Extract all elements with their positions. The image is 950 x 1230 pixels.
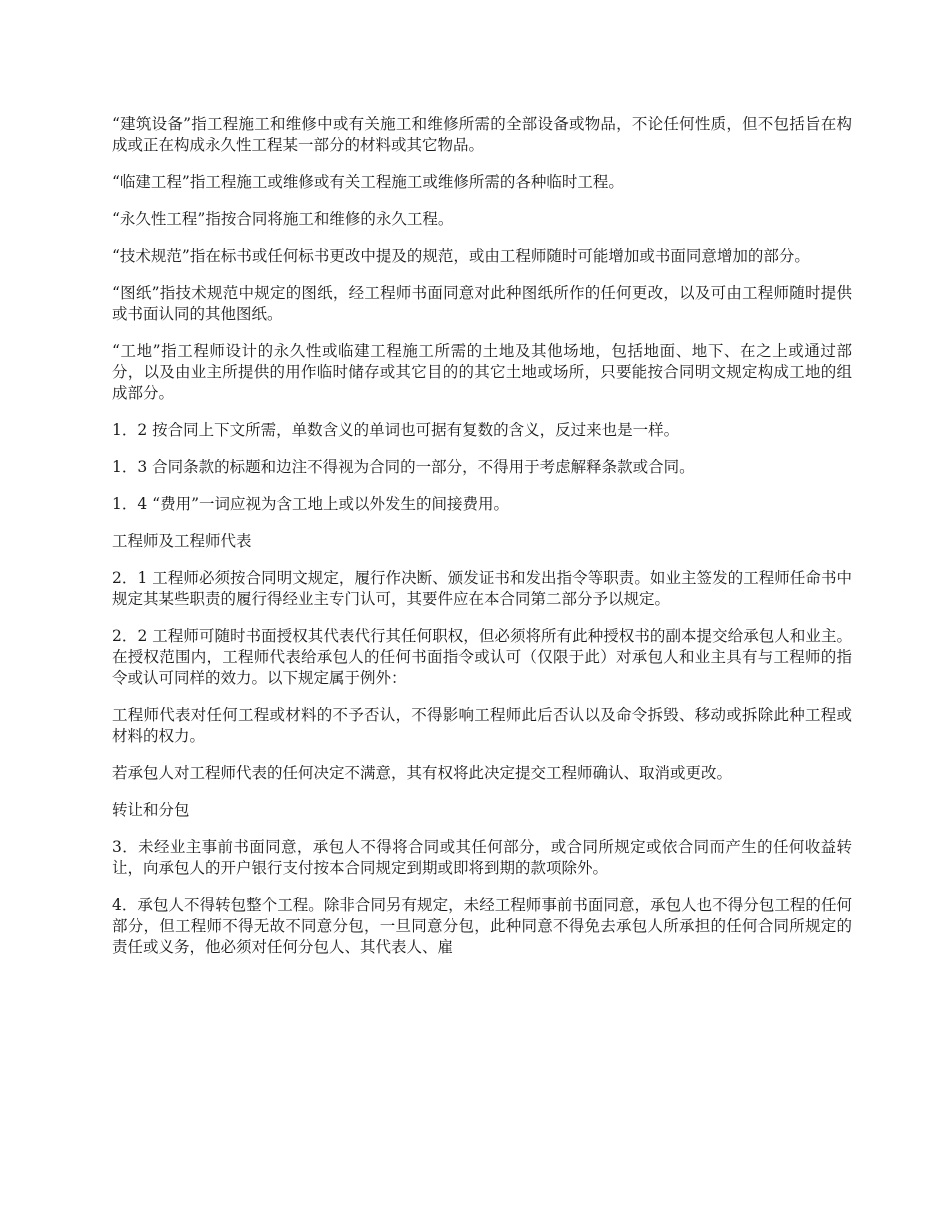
paragraph-drawings: “图纸”指技术规范中规定的图纸，经工程师书面同意对此种图纸所作的任何更改，以及可由工程师随时提供或书面认同的其他图纸。 xyxy=(112,284,852,323)
paragraph-exception-appeal: 若承包人对工程师代表的任何决定不满意，其有权将此决定提交工程师确认、取消或更改。 xyxy=(112,764,733,782)
paragraph-exception-disapproval: 工程师代表对任何工程或材料的不予否认，不得影响工程师此后否认以及命令拆毁、移动或拆除此种工程或材料的权力。 xyxy=(112,706,852,745)
paragraph-site: “工地”指工程师设计的永久性或临建工程施工所需的土地及其他场地，包括地面、地下、在之上或通过部分，以及由业主所提供的用作临时储存或其它目的的其它土地或场所，只要能按合同明文规定构成工地的组成部分。 xyxy=(112,342,852,402)
paragraph-clause-4: 4．承包人不得转包整个工程。除非合同另有规定，未经工程师事前书面同意，承包人也不得分包工程的任何部分，但工程师不得无故不同意分包，一旦同意分包，此种同意不得免去承包人所承担的任何合同所规定的责任或义务，他必须对任何分包人、其代表人、雇 xyxy=(112,896,852,956)
paragraph-clause-3: 3．未经业主事前书面同意，承包人不得将合同或其任何部分，或合同所规定或依合同而产生的任何收益转让，向承包人的开户银行支付按本合同规定到期或即将到期的款项除外。 xyxy=(112,838,852,877)
paragraph-clause-1-4: 1．4 “费用”一词应视为含工地上或以外发生的间接费用。 xyxy=(112,495,510,513)
paragraph-clause-2-2: 2．2 工程师可随时书面授权其代表代行其任何职权，但必须将所有此种授权书的副本提交给承包人和业主。在授权范围内，工程师代表给承包人的任何书面指令或认可（仅限于此）对承包人和业主具有与工程师的指令或认可同样的效力。以下规定属于例外： xyxy=(112,627,852,687)
paragraph-permanent-works: “永久性工程”指按合同将施工和维修的永久工程。 xyxy=(112,210,454,228)
document-body xyxy=(112,114,852,974)
paragraph-clause-2-1: 2．1 工程师必须按合同明文规定，履行作决断、颁发证书和发出指令等职责。如业主签发的工程师任命书中规定其某些职责的履行得经业主专门认可，其要件应在本合同第二部分予以规定。 xyxy=(112,569,852,608)
paragraph-specification: “技术规范”指在标书或任何标书更改中提及的规范，或由工程师随时可能增加或书面同意增加的部分。 xyxy=(112,247,810,265)
paragraph-temporary-works: “临建工程”指工程施工或维修或有关工程施工或维修所需的各种临时工程。 xyxy=(112,173,624,191)
paragraph-construction-equipment: “建筑设备”指工程施工和维修中或有关施工和维修所需的全部设备或物品，不论任何性质，但不包括旨在构成或正在构成永久性工程某一部分的材料或其它物品。 xyxy=(112,115,852,154)
section-heading-engineer: 工程师及工程师代表 xyxy=(112,532,252,550)
section-heading-assignment: 转让和分包 xyxy=(112,801,190,819)
paragraph-clause-1-2: 1．2 按合同上下文所需，单数含义的单词也可据有复数的含义，反过来也是一样。 xyxy=(112,421,680,439)
paragraph-clause-1-3: 1．3 合同条款的标题和边注不得视为合同的一部分，不得用于考虑解释条款或合同。 xyxy=(112,458,695,476)
